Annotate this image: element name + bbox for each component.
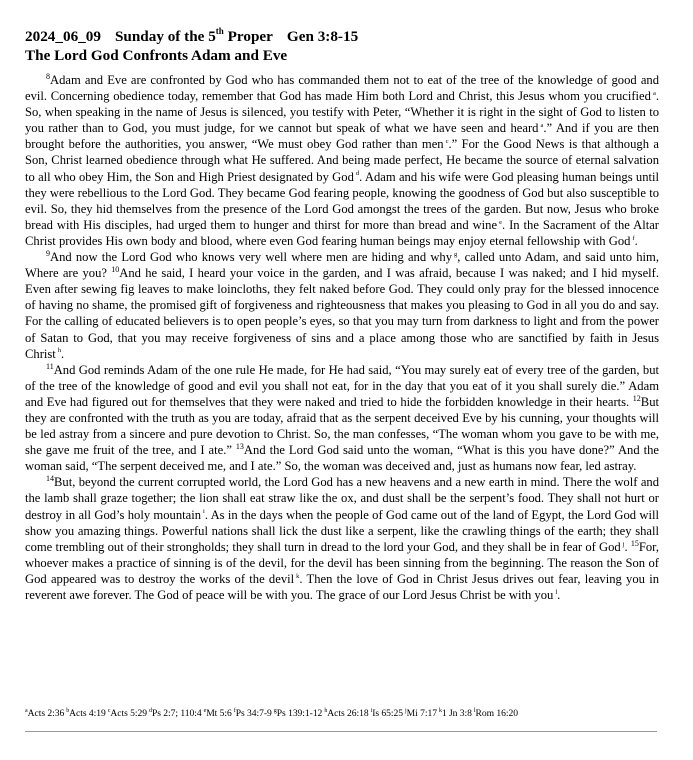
footnote-reference: Acts 26:18 — [327, 708, 369, 719]
footnote-reference: Mt 5:6 — [206, 708, 232, 719]
footnote-item — [234, 708, 272, 719]
sermon-body — [25, 72, 659, 603]
footnote-key: d — [148, 707, 152, 714]
paragraph-text: And now the Lord God who knows very well where men are hiding and why — [50, 250, 453, 265]
footnote-key: k — [438, 707, 442, 714]
paragraph-text: . — [634, 233, 638, 248]
paragraph-text: . Adam and his wife were God pleasing human beings until they were rebellious to the Lord God. They became God fearing people, knowing the goodness of God but also susceptible to evil. So, they hid themselves from the presence of the Lord God amongst the trees of the garden. But now, Jesus who broke bread with His disciples, had urged them to hunger and thirst for more than bread and wine — [25, 169, 659, 232]
verse-number: 14 — [46, 474, 54, 484]
paragraph — [25, 72, 659, 249]
paragraph — [25, 362, 659, 475]
footnote-marker[interactable]: c — [445, 138, 449, 146]
paragraph-text: . — [61, 346, 65, 361]
footnote-item — [108, 708, 147, 719]
footnote-reference: Acts 4:19 — [69, 708, 106, 719]
footnote-item — [474, 708, 518, 719]
footnote-key: f — [233, 707, 236, 714]
footnote-key: h — [324, 707, 328, 714]
footnote-item — [149, 708, 202, 719]
paragraph-text: . — [557, 588, 561, 602]
footnote-marker[interactable]: d — [355, 170, 360, 178]
footnote-marker[interactable]: f — [632, 234, 635, 242]
footnote-divider — [25, 731, 657, 732]
footnote-marker[interactable]: g — [454, 250, 458, 258]
footnote-reference: 1 Jn 3:8 — [441, 708, 472, 719]
footnote-key: b — [66, 707, 70, 714]
verse-number: 9 — [46, 248, 50, 258]
footnote-item — [405, 708, 437, 719]
footnote-reference: Ps 34:7-9 — [235, 708, 272, 719]
footnote-marker[interactable]: i — [203, 508, 205, 516]
paragraph — [25, 474, 659, 603]
paragraph-text: And the Lord God said unto the woman, “What is this you have done?” And the woman said, “The serpent deceived me, and I ate.” So, the woman was deceived and, just as humans now fear, led astray. — [25, 443, 659, 474]
paragraph-text: , called unto Adam, and said unto him, Where are you? — [25, 250, 659, 281]
footnote-marker[interactable]: a — [652, 89, 656, 97]
sermon-date: 2024_06_09 — [25, 28, 101, 45]
verse-number: 10 — [111, 264, 120, 274]
paragraph-text: But they are confronted with the truth as you are today, afraid that as the serpent deceived Eve by his cunning, your thoughts will be led astray from a sincere and pure devotion to Christ. So, the man confesses, “The woman whom you gave to be with me, she gave me fruit of the tree, and I ate.” — [25, 394, 659, 458]
paragraph-text: . In the Sacrament of the Altar Christ provides His own body and blood, where even God fearing human beings may enjoy eternal fellowship with God — [25, 217, 659, 248]
footnote-reference: Acts 2:36 — [27, 708, 65, 719]
scripture-reference: Gen 3:8-15 — [286, 28, 359, 45]
footnote-item — [204, 708, 232, 719]
footnote-key: e — [203, 707, 207, 714]
footnotes — [25, 708, 663, 719]
footnote-reference: Ps 2:7; 110:4 — [151, 708, 202, 719]
paragraph-text: . — [624, 539, 631, 554]
footnote-marker[interactable]: l — [555, 588, 558, 596]
footnote-marker[interactable]: j — [622, 540, 625, 548]
sermon-title: The Lord God Confronts Adam and Eve — [25, 47, 288, 64]
footnote-reference: Mi 7:17 — [406, 708, 437, 719]
footnote-key: i — [370, 707, 373, 714]
footnote-key: a — [25, 707, 28, 714]
footnote-key: j — [405, 707, 407, 714]
footnote-item — [274, 708, 323, 719]
footnote-key: c — [107, 707, 111, 714]
footnote-item — [66, 708, 106, 719]
paragraph-text: For, whoever makes a practice of sinning is of the devil, for the devil has been sinning from the beginning. The reason the Son of God appeared was to destroy the works of the devil — [25, 539, 660, 586]
footnote-item — [25, 708, 64, 719]
paragraph-text: . As in the days when the people of God came out of the land of Egypt, the Lord God will show you amazing things. Powerful nations shall lick the dust like a serpent, like the crawling things of the earth; they shall come trembling out of their strongholds; they shall turn in dread to the lord your God, and they shall be in fear of God — [25, 507, 659, 554]
paragraph-text: And he said, I heard your voice in the garden, and I was afraid, because I was naked; and I hid myself. Even after sewing fig leaves to make loincloths, they felt naked before God. They could only pray for the blessed innocence of having no shame, the promised gift of forgiveness and righteousness that makes you pleasing to God in all you do and say. For the calling of educated believers is to open people’s eyes, so that you may turn from darkness to light and from the power of Satan to God, that you may receive forgiveness of sins and a place among those who are sanctified by faith in Jesus Christ — [25, 266, 660, 361]
footnote-reference: Is 65:25 — [372, 708, 404, 719]
footnote-item — [324, 708, 368, 719]
paragraph-text: . So, when speaking in the name of Jesus is silenced, you testify with Peter, “Whether it is right in the sight of God to listen to you rather than to God, you must judge, for we cannot but speak of what we have seen and heard — [25, 89, 659, 136]
footnote-item — [439, 708, 472, 719]
footnote-key: l — [473, 707, 476, 714]
footnote-marker[interactable]: a — [540, 122, 544, 130]
verse-number: 12 — [632, 393, 641, 403]
sermon-occasion: Sunday of the 5th Proper — [114, 25, 273, 45]
paragraph-text: .” For the Good News is that although a Son, Christ learned obedience through what He suffered. And being made perfect, He became the source of eternal salvation to all who obey Him, the Son and High Priest designated by God — [25, 137, 659, 184]
paragraph-text: But, beyond the current corrupted world, the Lord God has a new heavens and a new earth in mind. There the wolf and the lamb shall graze together; the lion shall eat straw like the ox, and dust shall be the serpent’s food. They shall not hurt or destroy in all God’s holy mountain — [25, 475, 659, 522]
heading-line-1 — [25, 27, 659, 46]
paragraph-text: . Then the love of God in Christ Jesus drives out fear, leaving you in reverent awe forever. The God of peace will be with you. The grace of our Lord Jesus Christ be with you — [25, 571, 660, 602]
verse-number: 11 — [46, 361, 54, 371]
verse-number: 15 — [630, 538, 639, 548]
footnote-item — [371, 708, 403, 719]
footnote-reference: Acts 5:29 — [110, 708, 147, 719]
footnote-key: g — [273, 707, 277, 714]
verse-number: 13 — [235, 441, 244, 451]
footnote-reference: Ps 139:1-12 — [276, 708, 323, 719]
paragraph-text: Adam and Eve are confronted by God who has commanded them not to eat of the tree of the knowledge of good and evil. Concerning obedience today, remember that God has made Him both Lord and Christ, this Jesus whom you crucified — [25, 73, 659, 104]
footnote-marker[interactable]: e — [499, 218, 502, 226]
footnote-reference: Rom 16:20 — [475, 708, 518, 719]
verse-number: 8 — [46, 71, 50, 81]
footnote-marker[interactable]: h — [57, 347, 62, 355]
footnote-marker[interactable]: k — [296, 572, 300, 580]
paragraph-text: And God reminds Adam of the one rule He made, for He had said, “You may surely eat of every tree of the garden, but of the tree of the knowledge of good and evil you shall not eat, for in the day that you eat of it you shall surely die.” Adam and Eve had figured out for themselves that they were naked and tried to hide the forbidden knowledge in their hearts. — [25, 362, 659, 409]
paragraph-text: .” And if you are then brought before the authorities, you answer, “We must obey God rather than men — [25, 121, 659, 152]
paragraph — [25, 249, 659, 362]
